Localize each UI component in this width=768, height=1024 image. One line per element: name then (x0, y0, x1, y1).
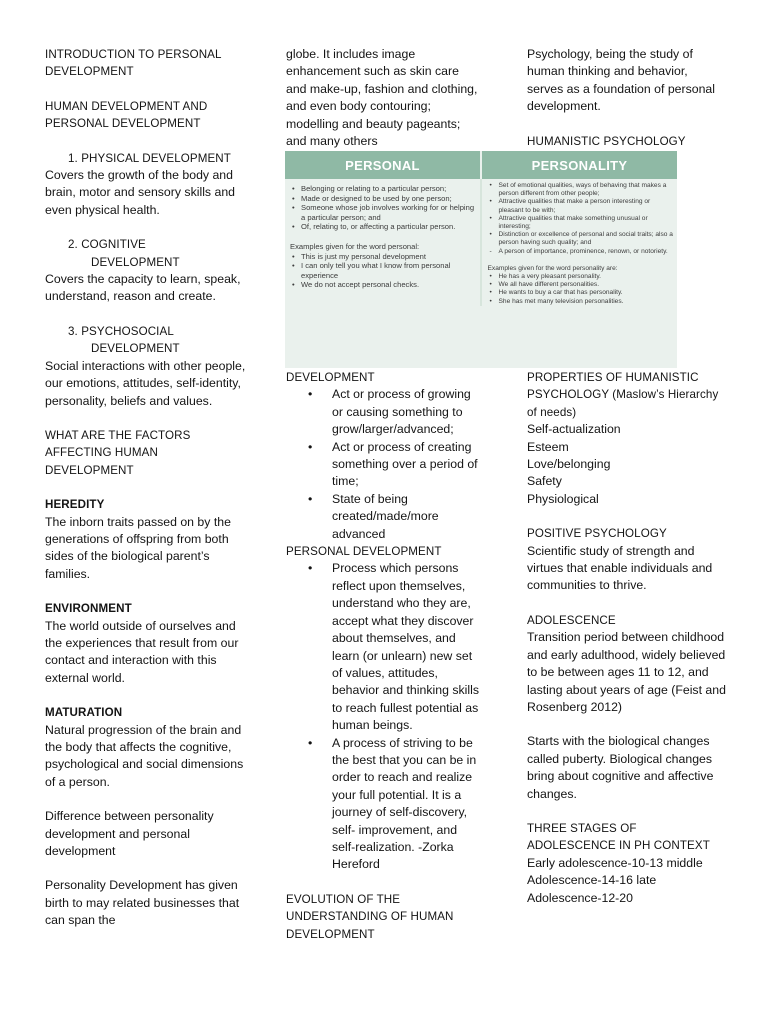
document-title-line-1: INTRODUCTION TO PERSONAL (45, 48, 222, 61)
section-heading-line-1: HUMAN DEVELOPMENT AND (45, 99, 208, 113)
personal-example: • This is just my personal development (301, 252, 476, 262)
personal-development-bullet: • Process which persons reflect upon themselves, understand who they are, accept what they discover about themselves, and learn (or unlearn) new set of values, attitudes, behavior and thinking skills to reach fullest potential as human beings. (332, 560, 482, 734)
personal-definition: • Belonging or relating to a particular person; (301, 184, 476, 194)
personal-definition: • Someone whose job involves working for or helping a particular person; and (301, 203, 476, 222)
personal-development-bullet: • A process of striving to be the best that you can be in order to reach and realize your full potential. It is a journey of self-discovery, self- improvement, and self-realization. -Zorka Hereford (332, 735, 482, 874)
personal-examples-title: Examples given for the word personal: (290, 241, 420, 251)
personality-business-text: Personality Development has given birth to may related businesses that can span the (45, 878, 240, 928)
personal-example: • We do not accept personal checks. (301, 280, 476, 290)
need-item: Safety (527, 474, 562, 489)
section-heading-line-2: PERSONAL DEVELOPMENT (45, 117, 201, 131)
physical-development-text: Covers the growth of the body and brain, motor and sensory skills and even physical health. (45, 168, 236, 217)
development-heading: DEVELOPMENT (286, 371, 375, 384)
personality-definition: • Attractive qualities that make a person interesting or pleasant to be with; (499, 198, 674, 214)
heredity-heading: HEREDITY (45, 498, 105, 512)
properties-heading: PROPERTIES OF HUMANISTIC PSYCHOLOGY (Maslow’s Hierarchy of needs) (527, 371, 719, 419)
development-bullet: • State of being created/made/more advanced (332, 491, 482, 543)
need-item: Love/belonging (527, 457, 611, 472)
development-bullet: • Act or process of growing or causing something to grow/larger/advanced; (332, 386, 482, 438)
puberty-text: Starts with the biological changes called puberty. Biological changes bring about cognitive and affective changes. (527, 734, 714, 801)
personality-definition: - A person of importance, prominence, renown, or notoriety. (499, 248, 674, 256)
environment-heading: ENVIRONMENT (45, 602, 132, 616)
cognitive-development-heading-cont: DEVELOPMENT (91, 255, 180, 269)
column-2 (286, 46, 482, 150)
psychosocial-development-heading-cont: DEVELOPMENT (91, 342, 180, 356)
development-bullet: • Act or process of creating something over a period of time; (332, 439, 482, 491)
personality-example: • He has a very pleasant personality. (499, 273, 674, 281)
difference-text: Difference between personality development and personal development (45, 809, 214, 859)
personal-vs-personality-figure (285, 151, 677, 368)
need-item: Esteem (527, 439, 569, 454)
need-item: Self-actualization (527, 422, 621, 437)
physical-development-heading: 1. PHYSICAL DEVELOPMENT (68, 151, 231, 165)
maturation-text: Natural progression of the brain and the body that affects the cognitive, psychological and social dimensions of a person. (45, 722, 244, 789)
maturation-heading: MATURATION (45, 706, 123, 720)
document-title-line-2: DEVELOPMENT (45, 65, 134, 79)
column-3-lower (527, 369, 727, 907)
environment-text: The world outside of ourselves and the experiences that result from our contact and interaction with this external world. (45, 618, 239, 685)
adolescence-heading: ADOLESCENCE (527, 613, 616, 627)
personality-examples-title: Examples given for the word personality are: (487, 264, 618, 272)
image-enhancement-text: globe. It includes image enhancement such as skin care and make-up, fashion and clothing, and even body contouring; modelling and beauty pageants; and many others (286, 47, 478, 149)
positive-psychology-text: Scientific study of strength and virtues that enable individuals and communities to thrive. (527, 543, 713, 593)
psychosocial-development-heading: 3. PSYCHOSOCIAL (68, 324, 174, 338)
cognitive-development-heading: 2. COGNITIVE (68, 238, 146, 252)
column-1 (45, 46, 247, 930)
factors-heading: WHAT ARE THE FACTORS AFFECTING HUMAN DEVELOPMENT (45, 428, 191, 477)
personal-definition: • Of, relating to, or affecting a particular person. (301, 222, 476, 232)
positive-psychology-heading: POSITIVE PSYCHOLOGY (527, 527, 667, 541)
column-3 (527, 46, 727, 150)
personality-definitions (480, 179, 678, 306)
personality-definition: • Set of emotional qualities, ways of behaving that makes a person different from other people; (499, 182, 674, 198)
humanistic-psychology-heading: HUMANISTIC PSYCHOLOGY (527, 134, 686, 148)
personality-example: • She has met many television personalities. (499, 298, 674, 306)
personal-header: PERSONAL (285, 151, 480, 179)
personal-development-heading: PERSONAL DEVELOPMENT (286, 545, 442, 559)
evolution-heading: EVOLUTION OF THE UNDERSTANDING OF HUMAN DEVELOPMENT (286, 892, 454, 941)
personality-definition: • Distinction or excellence of personal and social traits; also a person having such quality; and (499, 231, 674, 247)
psychology-intro-text: Psychology, being the study of human thinking and behavior, serves as a foundation of personal development. (527, 47, 715, 114)
cognitive-development-text: Covers the capacity to learn, speak, understand, reason and create. (45, 272, 241, 304)
personality-definition: • Attractive qualities that make something unusual or interesting; (499, 215, 674, 231)
need-item: Physiological (527, 491, 599, 506)
stages-heading: THREE STAGES OF ADOLESCENCE IN PH CONTEXT (527, 821, 710, 853)
personality-header: PERSONALITY (482, 151, 677, 179)
personal-example: • I can only tell you what I know from personal experience (301, 261, 476, 280)
personality-example: • We all have different personalities. (499, 281, 674, 289)
adolescence-text: Transition period between childhood and early adulthood, widely believed to be between ages 11 to 12, and lasting about years of age (Feist and Rosenberg 2012) (527, 630, 726, 714)
psychosocial-development-text: Social interactions with other people, our emotions, attitudes, self-identity, personality, beliefs and values. (45, 358, 246, 408)
personal-definition: • Made or designed to be used by one person; (301, 194, 476, 204)
personality-example: • He wants to buy a car that has personality. (499, 289, 674, 297)
stages-text: Early adolescence-10-13 middle Adolescence-14-16 late Adolescence-12-20 (527, 855, 703, 905)
personal-definitions (285, 179, 480, 306)
column-2-lower (286, 369, 482, 943)
heredity-text: The inborn traits passed on by the generations of offspring from both sides of the biological parent’s families. (45, 514, 231, 581)
